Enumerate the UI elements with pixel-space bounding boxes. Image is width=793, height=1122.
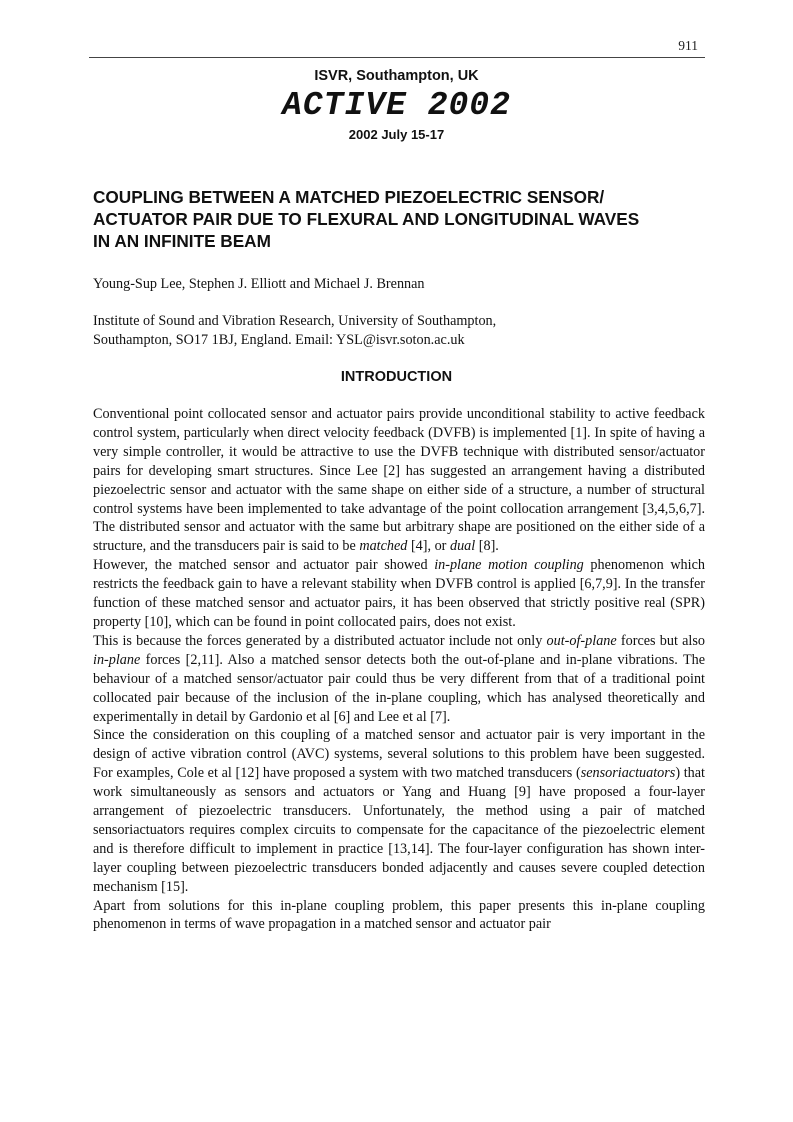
paper-title-line: ACTUATOR PAIR DUE TO FLEXURAL AND LONGITUDINAL WAVES	[93, 209, 640, 229]
paragraph-text: Apart from solutions for this in-plane coupling problem, this paper presents this in-plane coupling phenomenon in terms of wave propagation in a matched sensor and actuator pair	[93, 897, 705, 933]
emphasis-text: sensoriactuators	[580, 765, 676, 782]
header-rule	[89, 57, 705, 58]
paragraph-text: Conventional point collocated sensor and actuator pairs provide unconditional stability to active feedback control system, particularly when direct velocity feedback (DVFB) is implemented [1]. In spite of having a very simple controller, it would be attractive to use the DVFB technique with distributed sensor/actuator pairs for developing smart structures. Since Lee [2] has suggested an arrangement having a distributed piezoelectric sensor and actuator with the same shape on either side of a structure, a number of structural control systems have been implemented to take advantage of the point collocation arrangement [3,4,5,6,7]. The distributed sensor and actuator with the same but arbitrary shape are positioned on the either side of a structure, and the transducers pair is said to be	[93, 406, 705, 555]
paragraph-text: This is because the forces generated by a distributed actuator include not only	[93, 632, 547, 649]
paragraph-text: phenomenon which restricts the feedback gain to have a relevant stability when DVFB control is applied [6,7,9]. In the transfer function of these matched sensor and actuator pairs, it has been observed that strictly positive real (SPR) property [10], which can be found in point collocated pairs, does not exist.	[93, 557, 705, 630]
paragraph	[93, 726, 705, 896]
paragraph-text: forces but also	[616, 632, 705, 649]
section-heading-introduction: INTRODUCTION	[340, 369, 453, 385]
paragraph-text: forces [2,11]. Also a matched sensor detects both the out-of-plane and in-plane vibrations. The behaviour of a matched sensor/actuator pair could thus be very different from that of a traditional point collocated pair because of the inclusion of the in-plane coupling, which has analysed theoretically and experimentally in detail by Gardonio et al [6] and Lee et al [7].	[93, 651, 705, 725]
page-number: 911	[678, 38, 698, 53]
introduction-body	[93, 405, 705, 934]
paragraph-text: [4], or	[407, 538, 450, 555]
paragraph-text: ) that work simultaneously as sensors and actuators or Yang and Huang [9] have proposed a four-layer arrangement of piezoelectric transducers. Unfortunately, the method using a pair of matched sensoriactuators requires complex circuits to compensate for the capacitance of the piezoelectric element and is therefore difficult to implement in practice [13,14]. The four-layer configuration has shown inter-layer coupling between piezoelectric transducers bonded adjacently and causes severe coupled detection mechanism [15].	[93, 765, 705, 895]
paper-title-line: COUPLING BETWEEN A MATCHED PIEZOELECTRIC SENSOR/	[93, 187, 605, 207]
paper-title	[93, 186, 713, 252]
affiliation-line: Southampton, SO17 1BJ, England. Email: YSL@isvr.soton.ac.uk	[93, 332, 465, 348]
affiliation-line: Institute of Sound and Vibration Research, University of Southampton,	[93, 313, 497, 329]
paragraph-text: [8].	[475, 538, 499, 555]
emphasis-text: out-of-plane	[546, 632, 617, 649]
authors: Young-Sup Lee, Stephen J. Elliott and Michael J. Brennan	[93, 276, 425, 292]
emphasis-text: dual	[449, 538, 476, 555]
emphasis-text: in-plane	[93, 651, 141, 668]
conference-name: ACTIVE 2002	[282, 87, 511, 124]
emphasis-text: in-plane motion coupling	[434, 557, 584, 574]
paper-title-line: IN AN INFINITE BEAM	[93, 231, 271, 251]
paragraph-text: However, the matched sensor and actuator pair showed	[93, 557, 435, 574]
paragraph-text: Since the consideration on this coupling of a matched sensor and actuator pair is very important in the design of active vibration control (AVC) systems, several solutions to this problem have been suggested. For examples, Cole et al [12] have proposed a system with two matched transducers (	[93, 727, 705, 782]
conference-location: ISVR, Southampton, UK	[314, 68, 479, 84]
emphasis-text: matched	[359, 538, 408, 555]
paragraph	[93, 632, 705, 727]
paragraph	[93, 405, 705, 556]
conference-dates: 2002 July 15-17	[348, 127, 445, 142]
paragraph	[93, 556, 705, 632]
affiliation	[93, 312, 713, 350]
paragraph	[93, 897, 705, 935]
